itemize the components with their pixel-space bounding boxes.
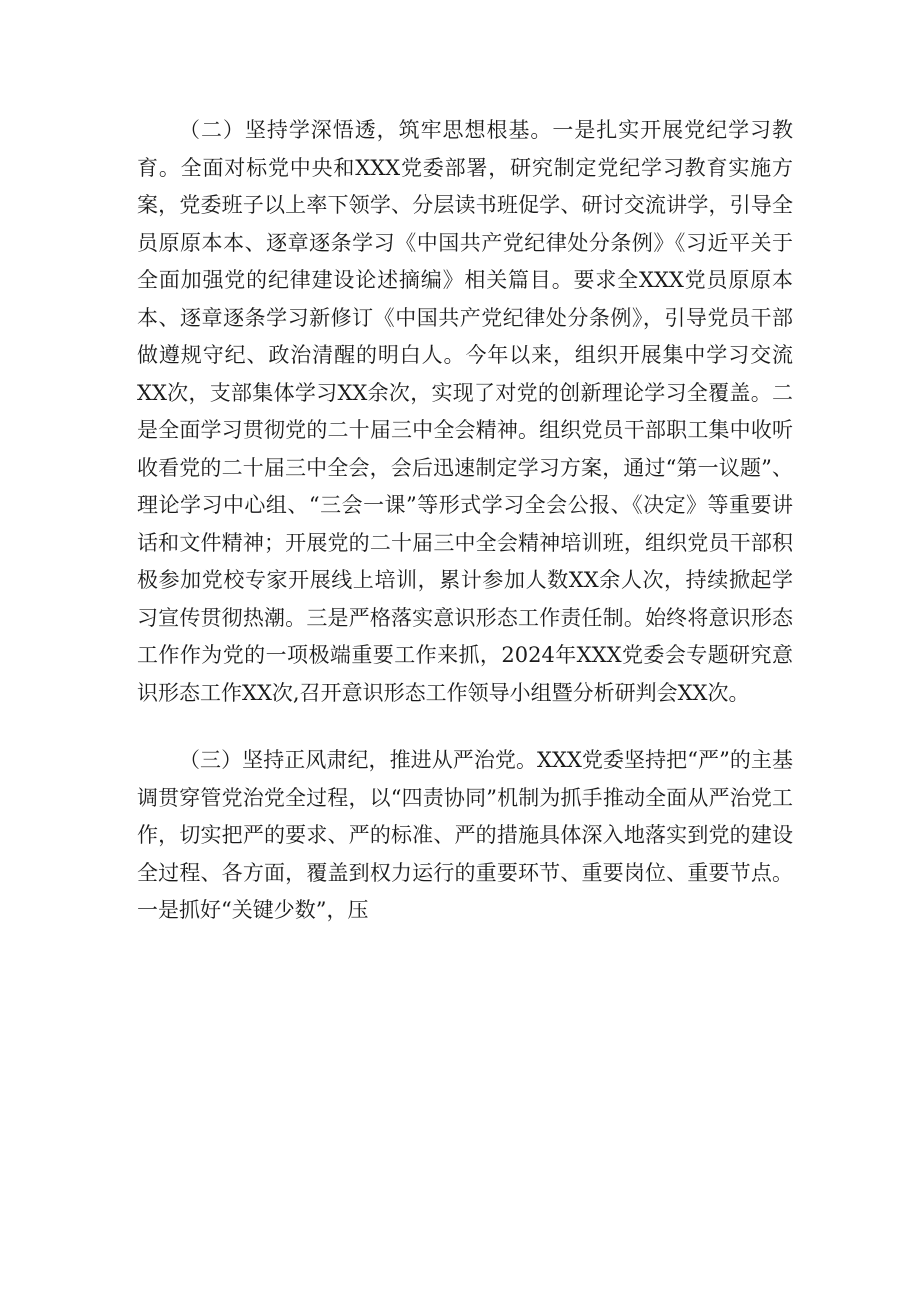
paragraph-study: （二）坚持学深悟透，筑牢思想根基。一是扎实开展党纪学习教育。全面对标党中央和XXX党委部署，研究制定党纪学习教育实施方案，党委班子以上率下领学、分层读书班促学、研讨交流讲学，引导全员原原本本、逐章逐条学习《中国共产党纪律处分条例》《习近平关于全面加强党的纪律建设论述摘编》相关篇目。要求全XXX党员原原本本、逐章逐条学习新修订《中国共产党纪律处分条例》，引导党员干部做遵规守纪、政治清醒的明白人。今年以来，组织开展集中学习交流XX次，支部集体学习XX余次，实现了对党的创新理论学习全覆盖。二是全面学习贯彻党的二十届三中全会精神。组织党员干部职工集中收听收看党的二十届三中全会，会后迅速制定学习方案，通过“第一议题”、理论学习中心组、“三会一课”等形式学习全会公报、《决定》等重要讲话和文件精神；开展党的二十届三中全会精神培训班，组织党员干部积极参加党校专家开展线上培训，累计参加人数XX余人次，持续掀起学习宣传贯彻热潮。三是严格落实意识形态工作责任制。始终将意识形态工作作为党的一项极端重要工作来抓，2024年XXX党委会专题研究意识形态工作XX次,召开意识形态工作领导小组暨分析研判会XX次。 <box>137 118 793 705</box>
document-body <box>137 112 793 930</box>
paragraph-discipline: （三）坚持正风肃纪，推进从严治党。XXX党委坚持把“严”的主基调贯穿管党治党全过程，以“四责协同”机制为抓手推动全面从严治党工作，切实把严的要求、严的标准、严的措施具体深入地落实到党的建设全过程、各方面，覆盖到权力运行的重要环节、重要岗位、重要节点。一是抓好“关键少数”，压 <box>137 748 793 922</box>
